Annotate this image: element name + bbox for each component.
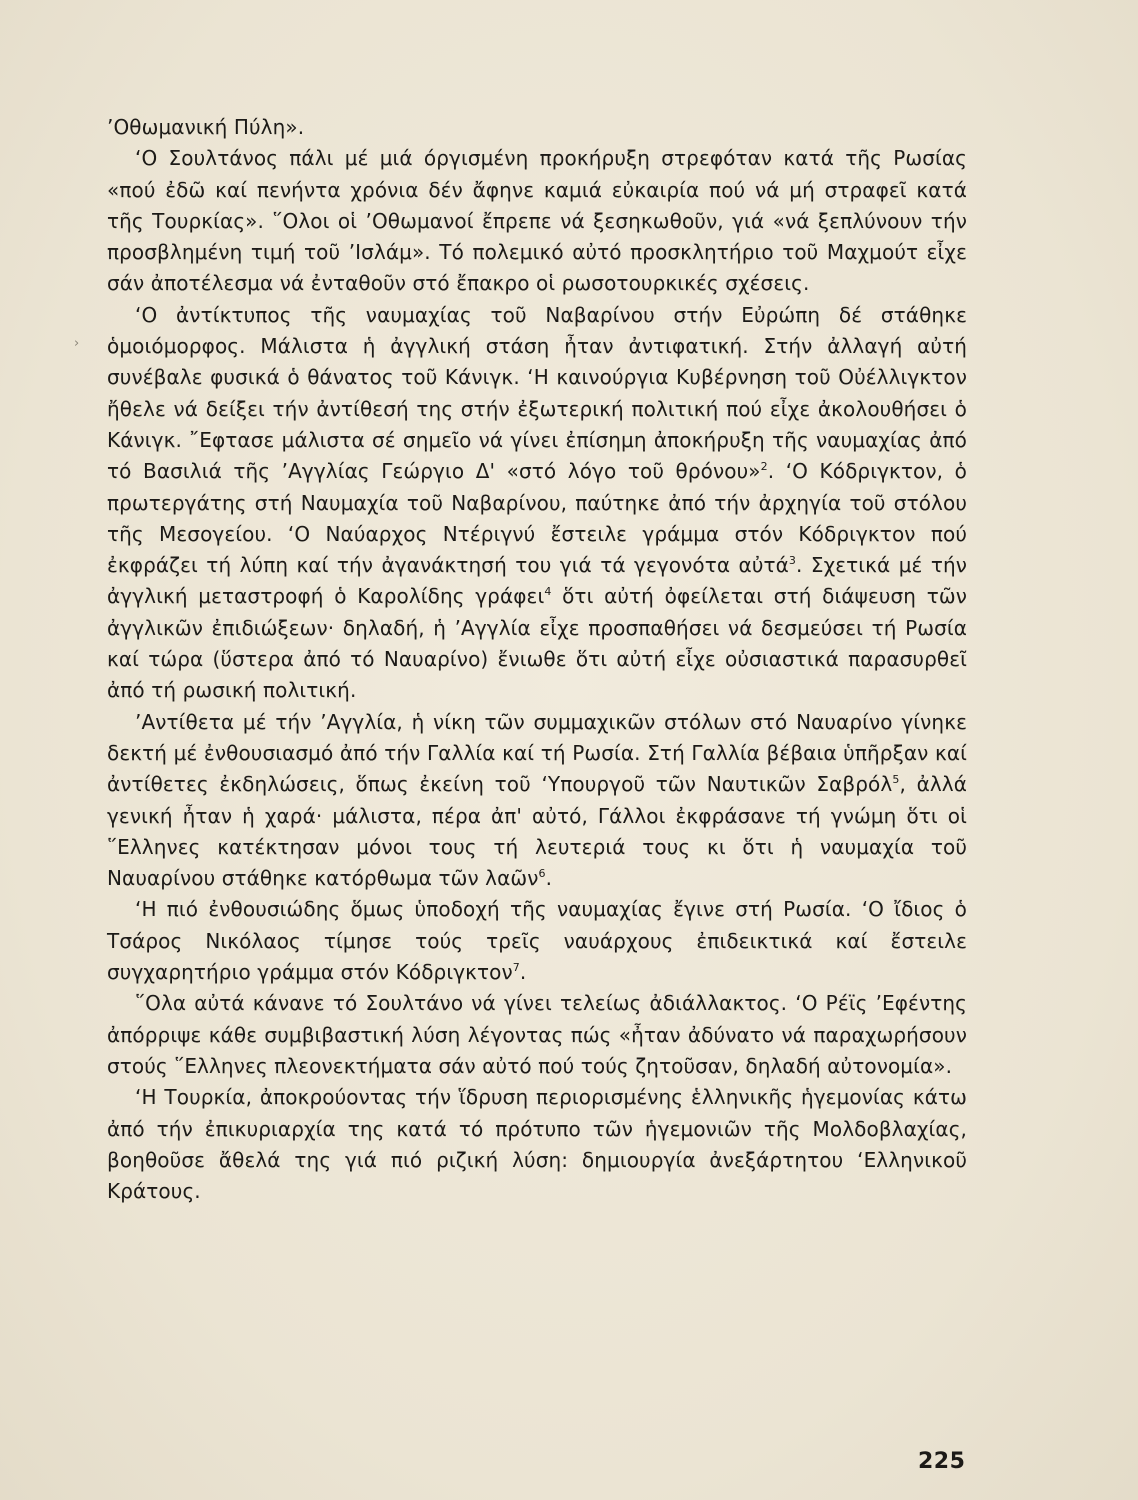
- body-text: [107, 112, 967, 1207]
- paragraph: [107, 1082, 967, 1207]
- paragraph: [107, 988, 967, 1082]
- paragraph: [107, 707, 967, 895]
- paragraph: [107, 112, 967, 143]
- footnote-ref: 6: [538, 867, 546, 881]
- paragraph-text: . ‘Ο Κόδριγκτον, ὁ πρωτεργάτης στή Ναυμαχία τοῦ Ναβαρίνου, παύτηκε ἀπό τήν ἀρχηγία τοῦ στόλου τῆς Μεσογείου. ‘Ο Ναύαρχος Ντέριγνύ ἔστειλε γράμμα στόν Κόδριγκτον πού ἐκφράζει τή λύπη καί τήν ἀγανάκτησή του γιά τά γεγονότα αὐτά: [107, 459, 967, 578]
- paragraph-text: ’Αντίθετα μέ τήν ’Αγγλία, ἡ νίκη τῶν συμμαχικῶν στόλων στό Ναυαρίνο γίνηκε δεκτή μέ ἐνθουσιασμό ἀπό τήν Γαλλία καί τή Ρωσία. Στή Γαλλία βέβαια ὑπῆρξαν καί ἀντίθετες ἐκδηλώσεις, ὅπως ἐκείνη τοῦ ‘Υπουργοῦ τῶν Ναυτικῶν Σαβρόλ: [107, 709, 967, 797]
- footnote-ref: 3: [788, 554, 797, 568]
- margin-mark: ›: [74, 336, 80, 351]
- paragraph-text: , ἀλλά γενική ἦταν ἡ χαρά· μάλιστα, πέρα ἀπ' αὐτό, Γάλλοι ἐκφράσανε τή γνώμη ὅτι οἱ ῞Ελληνες κατέκτησαν μόνοι τους τή λευτεριά τους κι ὅτι ἡ ναυμαχία τοῦ Ναυαρίνου στάθηκε κατόρθωμα τῶν λαῶν: [107, 772, 968, 891]
- footnote-ref: 7: [512, 961, 520, 975]
- paragraph-text: .: [545, 866, 553, 891]
- page-number: 225: [918, 1449, 966, 1474]
- paragraph-text: ’Οθωμανική Πύλη».: [107, 115, 305, 139]
- paragraph-text: ‘Ο Σουλτάνος πάλι μέ μιά όργισμένη προκήρυξη στρεφόταν κατά τῆς Ρωσίας «πού ἐδῶ καί πενήντα χρόνια δέν ἄφηνε καμιά εὐκαιρία πού νά μή στραφεῖ κατά τῆς Τουρκίας». ῞Ολοι οἱ ’Οθωμανοί ἔπρεπε νά ξεσηκωθοῦν, γιά «νά ξεπλύνουν τήν προσβλημένη τιμή τοῦ ’Ισλάμ». Τό πολεμικό αὐτό προσκλητήριο τοῦ Μαχμούτ εἶχε σάν ἀποτέλεσμα νά ἐνταθοῦν στό ἔπακρο οἱ ρωσοτουρκικές σχέσεις.: [107, 146, 967, 296]
- paragraph: [107, 894, 967, 988]
- paragraph-text: ‘Ο ἀντίκτυπος τῆς ναυμαχίας τοῦ Ναβαρίνου στήν Εὐρώπη δέ στάθηκε ὁμοιόμορφος. Μάλιστα ἡ ἀγγλική στάση ἦταν ἀντιφατική. Στήν ἀλλαγή αὐτή συνέβαλε φυσικά ὁ θάνατος τοῦ Κάνιγκ. ‘Η καινούργια Κυβέρνηση τοῦ Οὐέλλιγκτον ἤθελε νά δείξει τήν ἀντίθεσή της στήν ἐξωτερική πολιτική πού εἶχε ἀκολουθήσει ὁ Κάνιγκ. ῎Εφτασε μάλιστα σέ σημεῖο νά γίνει ἐπίσημη ἀποκήρυξη τῆς ναυμαχίας ἀπό τό Βασιλιά τῆς ’Αγγλίας Γεώργιο Δ' «στό λόγο τοῦ θρόνου»: [107, 302, 967, 484]
- paragraph-text: ὅτι αὐτή ὀφείλεται στή διάψευση τῶν ἀγγλικῶν ἐπιδιώξεων· δηλαδή, ἡ ’Αγγλία εἶχε προσπαθήσει νά δεσμεύσει τή Ρωσία καί τώρα (ὕστερα ἀπό τό Ναυαρίνο) ἔνιωθε ὅτι αὐτή εἶχε οὐσιαστικά παρασυρθεῖ ἀπό τή ρωσική πολιτική.: [107, 584, 967, 703]
- footnote-ref: 2: [760, 460, 768, 474]
- paragraph: [107, 300, 967, 707]
- paragraph-text: ‘Η Τουρκία, ἀποκρούοντας τήν ἵδρυση περιορισμένης ἑλληνικῆς ἡγεμονίας κάτω ἀπό τήν ἐπικυριαρχία της κατά τό πρότυπο τῶν ἡγεμονιῶν τῆς Μολδοβλαχίας, βοηθοῦσε ἄθελά της γιά πιό ριζική λύση: δημιουργία ἀνεξάρτητου ‘Ελληνικοῦ Κράτους.: [107, 1085, 967, 1204]
- paragraph-text: ῞Ολα αὐτά κάνανε τό Σουλτάνο νά γίνει τελείως ἀδιάλλακτος. ‘Ο Ρέϊς ’Εφέντης ἀπόρριψε κάθε συμβιβαστική λύση λέγοντας πώς «ἦταν ἀδύνατο νά παραχωρήσουν στούς ῞Ελληνες πλεονεκτήματα σάν αὐτό πού τούς ζητοῦσαν, δηλαδή αὐτονομία».: [107, 991, 967, 1078]
- paragraph-text: .: [519, 960, 527, 985]
- footnote-ref: 4: [544, 585, 552, 599]
- paragraph-text: ‘Η πιό ἐνθουσιώδης ὅμως ὑποδοχή τῆς ναυμαχίας ἔγινε στή Ρωσία. ‘Ο ἴδιος ὁ Τσάρος Νικόλαος τίμησε τούς τρεῖς ναυάρχους ἐπιδεικτικά καί ἔστειλε συγχαρητήριο γράμμα στόν Κόδριγκτον: [107, 897, 967, 985]
- paragraph: [107, 143, 967, 299]
- paragraph-text: . Σχετικά μέ τήν ἀγγλική μεταστροφή ὁ Καρολίδης γράφει: [107, 553, 968, 609]
- footnote-ref: 5: [892, 773, 900, 787]
